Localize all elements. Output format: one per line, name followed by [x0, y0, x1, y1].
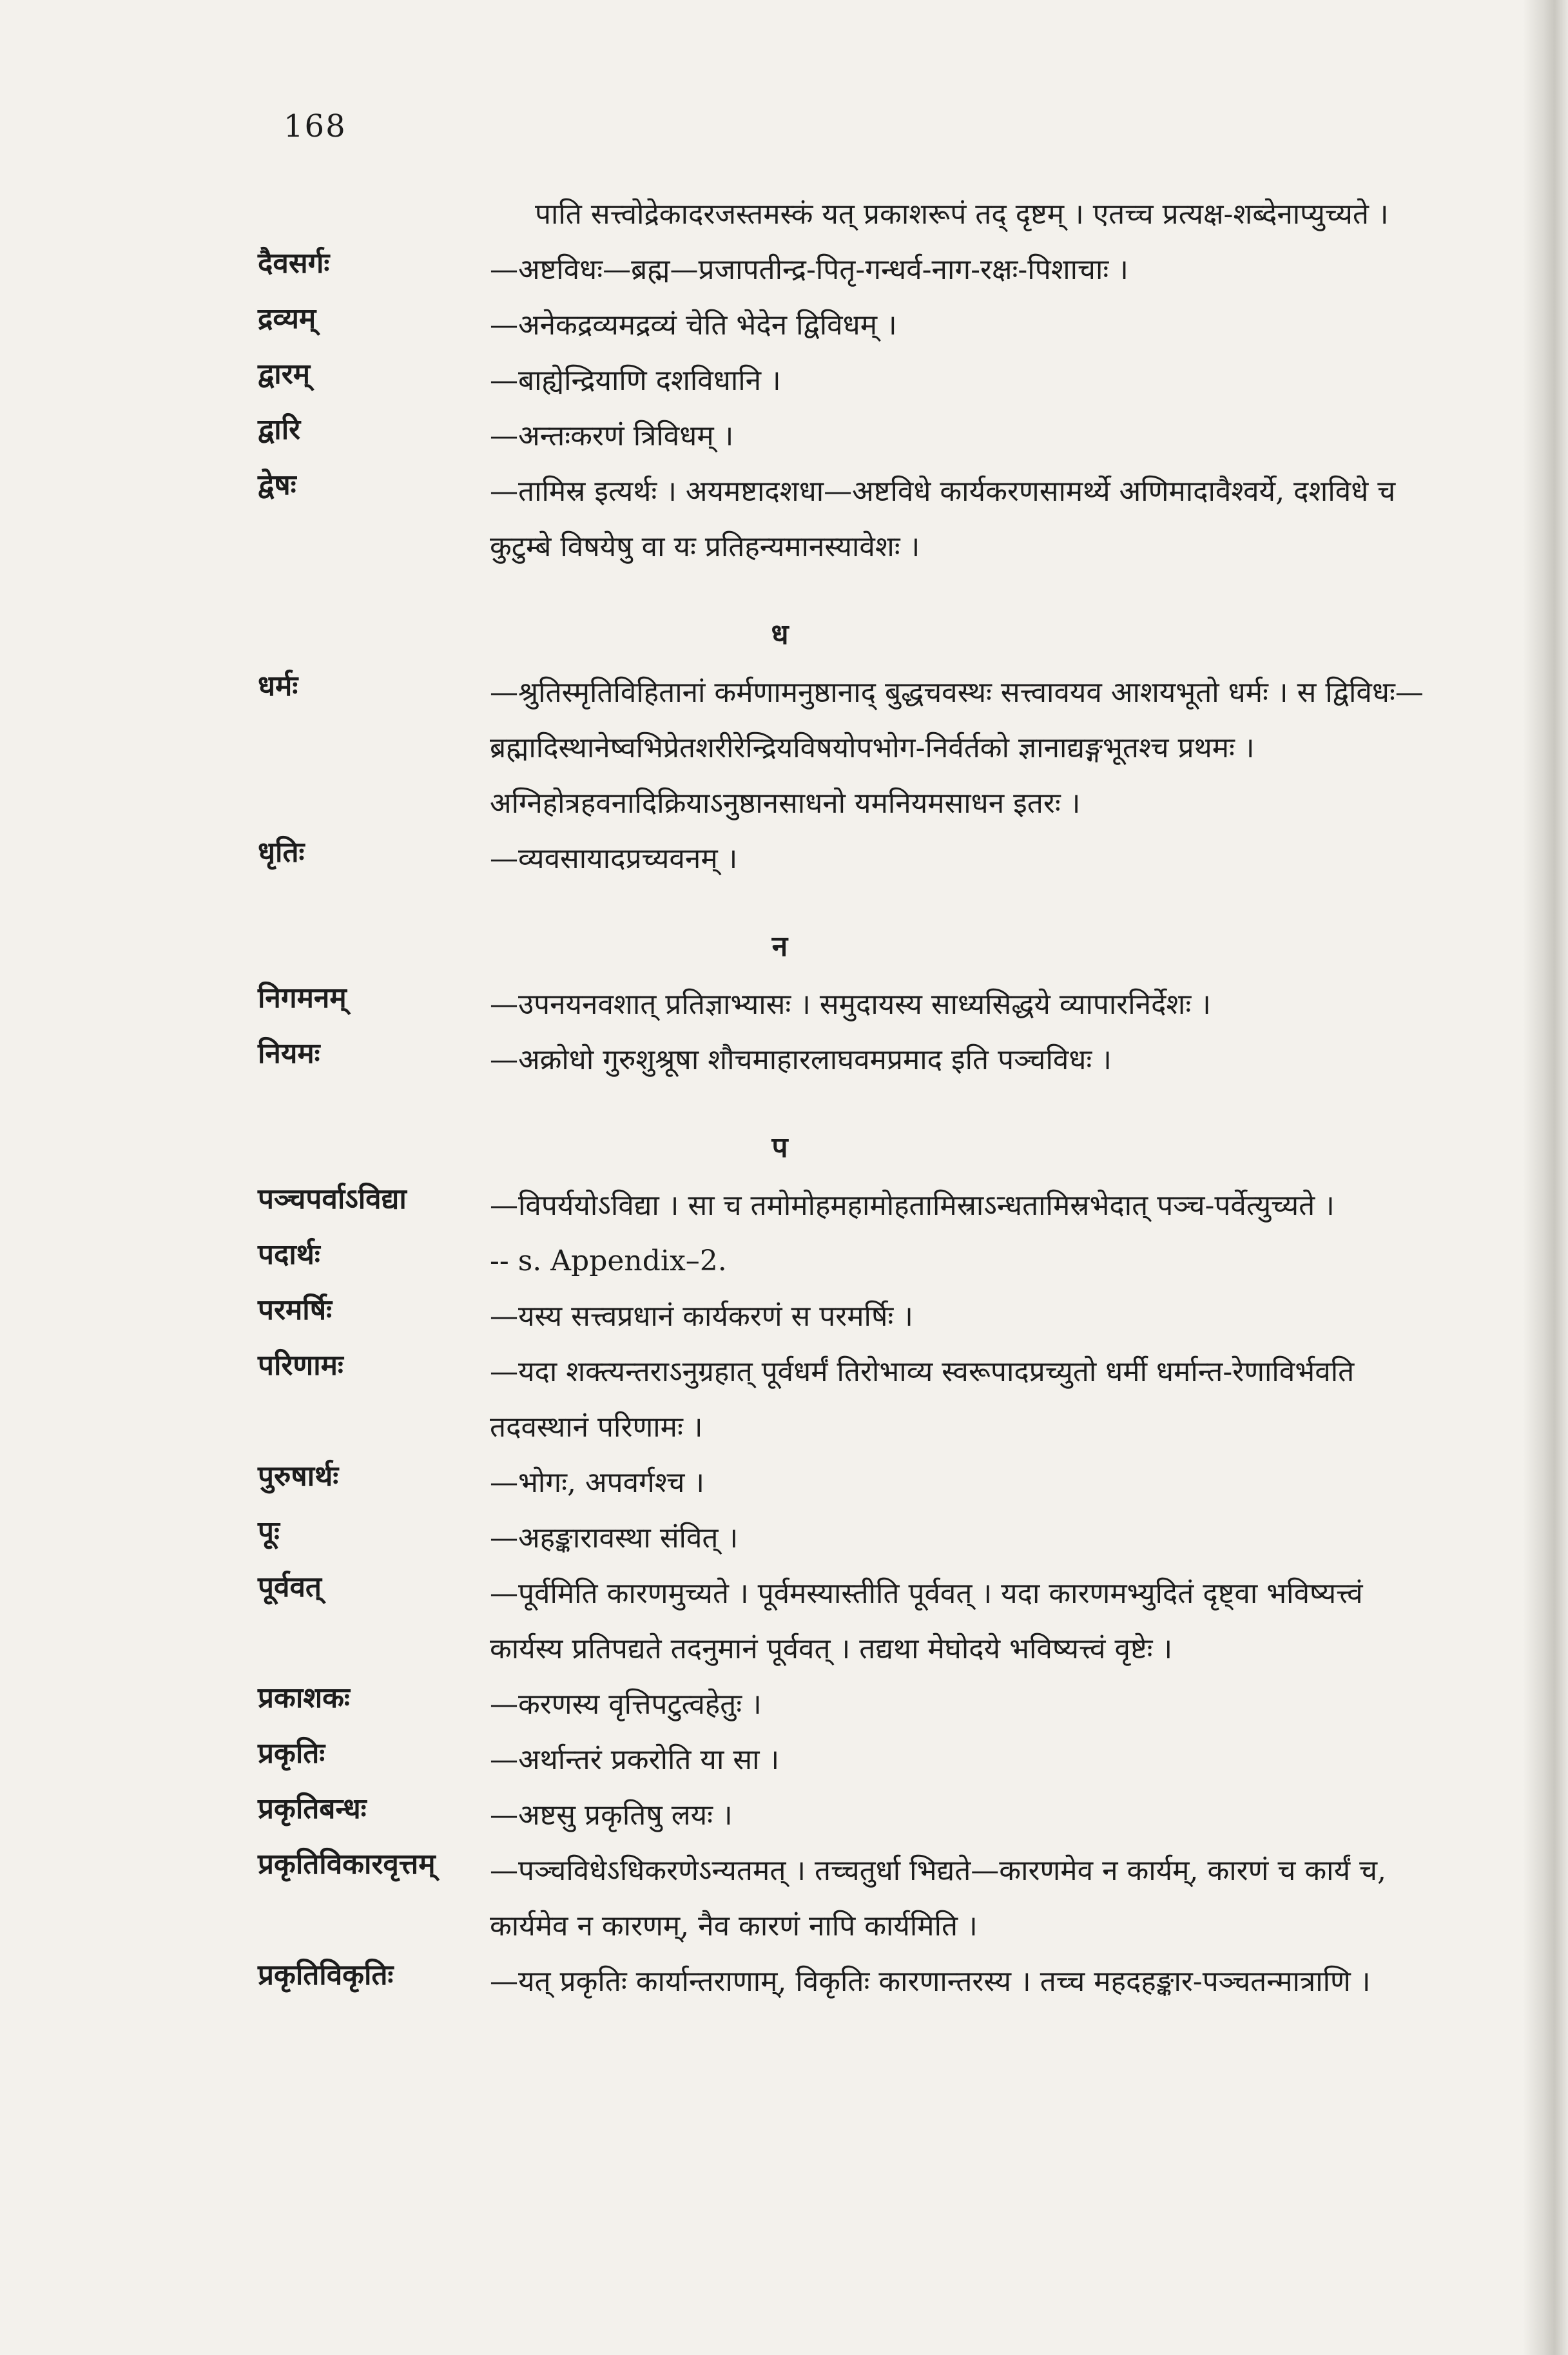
- glossary-entry: [0, 1344, 1482, 1455]
- entry-term: निगमनम्: [258, 982, 347, 1014]
- entry-definition: —तामिस्र इत्यर्थः । अयमष्टादशधा—अष्टविधे कार्यकरणसामर्थ्ये अणिमादावैश्वर्ये, दशविधे च कुटुम्बे विषयेषु वा यः प्रतिहन्यमानस्यावेशः ।: [490, 475, 1396, 563]
- entry-term: दैवसर्गः: [258, 247, 330, 280]
- entry-definition: —अन्तःकरणं त्रिविधम् ।: [490, 420, 734, 452]
- entry-term: नियमः: [258, 1037, 320, 1070]
- entry-definition: —उपनयनवशात् प्रतिज्ञाभ्यासः । समुदायस्य साध्यसिद्धये व्यापारनिर्देशः ।: [490, 988, 1211, 1021]
- glossary-entry: [0, 1677, 1482, 1732]
- glossary-entry: [0, 977, 1482, 1032]
- intro-text: पाति सत्त्वोद्रेकादरजस्तमस्कं यत् प्रकाशरूपं तद् दृष्टम् । एतच्च प्रत्यक्ष-शब्देनाप्युच्यते ।: [535, 198, 1389, 231]
- page-number: 168: [284, 108, 347, 144]
- entry-definition: —अष्टसु प्रकृतिषु लयः ।: [490, 1799, 733, 1832]
- entry-definition: —भोगः, अपवर्गश्च ।: [490, 1466, 705, 1499]
- glossary-entry: [0, 242, 1482, 298]
- entry-definition: —अक्रोधो गुरुशुश्रूषा शौचमाहारलाघवमप्रमाद इति पञ्चविधः ।: [490, 1043, 1112, 1076]
- page-spine-shadow: [1523, 0, 1568, 2355]
- entry-definition: —यदा शक्त्यन्तराऽनुग्रहात् पूर्वधर्मं तिरोभाव्य स्वरूपादप्रच्युतो धर्मी धर्मान्त-रेणाविर्भवति तदवस्थानं परिणामः ।: [490, 1355, 1355, 1444]
- entry-term: द्वारि: [258, 413, 301, 446]
- glossary-entry: [0, 1289, 1482, 1344]
- entry-term: धर्मः: [258, 670, 298, 703]
- glossary-entry: [0, 665, 1482, 831]
- entry-term: प्रकृतिविकृतिः: [258, 1959, 394, 1992]
- entry-term: पुरुषार्थः: [258, 1460, 339, 1493]
- entry-term: प्रकृतिः: [258, 1737, 325, 1770]
- glossary-entry: [0, 298, 1482, 353]
- entry-term: प्रकृतिविकारवृत्तम्: [258, 1848, 436, 1881]
- glossary-entry: [0, 353, 1482, 409]
- section-letter: प: [771, 1131, 788, 1164]
- entry-term: परमर्षिः: [258, 1294, 333, 1326]
- section-letter: ध: [771, 618, 789, 651]
- glossary-entry: [0, 831, 1482, 887]
- glossary-entry: [0, 409, 1482, 464]
- entry-definition: —श्रुतिस्मृतिविहितानां कर्मणामनुष्ठानाद् बुद्धचवस्थः सत्त्वावयव आशयभूतो धर्मः । स द्विविधः—ब्रह्मादिस्थानेष्वभिप्रेतशरीरेन्द्रियविषयोपभोग-निर्वर्तको ज्ञानाद्यङ्गभूतश्च प्रथमः । अग्निहोत्रहवनादिक्रियाऽनुष्ठानसाधनो यमनियमसाधन इतरः ।: [490, 676, 1424, 820]
- section-letter: न: [771, 930, 788, 963]
- entry-definition: —अष्टविधः—ब्रह्म—प्रजापतीन्द्र-पितृ-गन्धर्व-नाग-रक्षः-पिशाचाः ।: [490, 253, 1128, 286]
- glossary-entry: [0, 1732, 1482, 1788]
- entry-definition: —यत् प्रकृतिः कार्यान्तराणाम्, विकृतिः कारणान्तरस्य । तच्च महदहङ्कार-पञ्चतन्मात्राणि ।: [490, 1965, 1371, 1998]
- entry-definition: —अहङ्कारावस्था संवित् ।: [490, 1522, 739, 1555]
- entry-term: प्रकृतिबन्धः: [258, 1792, 367, 1825]
- glossary-entry: [0, 1455, 1482, 1511]
- entry-definition: —अर्थान्तरं प्रकरोति या सा ।: [490, 1743, 780, 1776]
- entry-definition: —पूर्वमिति कारणमुच्यते । पूर्वमस्यास्तीति पूर्ववत् । यदा कारणमभ्युदितं दृष्ट्वा भविष्यत्त्वं कार्यस्य प्रतिपद्यते तदनुमानं पूर्ववत् । तद्यथा मेघोदये भविष्यत्त्वं वृष्टेः ।: [490, 1577, 1363, 1665]
- entry-definition: —अनेकद्रव्यमद्रव्यं चेति भेदेन द्विविधम् ।: [490, 309, 897, 342]
- glossary-entry: [0, 464, 1482, 575]
- entry-definition: —पञ्चविधेऽधिकरणेऽन्यतमत् । तच्चतुर्धा भिद्यते—कारणमेव न कार्यम्, कारणं च कार्यं च, कार्यमेव न कारणम्, नैव कारणं नापि कार्यमिति ।: [490, 1854, 1386, 1943]
- entry-term: पञ्चपर्वाऽविद्या: [258, 1183, 407, 1216]
- glossary-entry: [0, 1511, 1482, 1566]
- glossary-entry: [0, 1566, 1482, 1677]
- glossary-entry: [0, 1954, 1482, 2010]
- glossary-entry: [0, 1032, 1482, 1088]
- entry-definition: —यस्य सत्त्वप्रधानं कार्यकरणं स परमर्षिः ।: [490, 1300, 913, 1333]
- entry-term: द्वेषः: [258, 469, 296, 501]
- glossary-entry: [0, 1788, 1482, 1843]
- entry-term: द्रव्यम्: [258, 302, 316, 335]
- entry-term: धृतिः: [258, 836, 305, 869]
- entry-term: पूः: [258, 1515, 280, 1548]
- glossary-body: [0, 187, 1482, 2010]
- entry-term: पूर्ववत्: [258, 1571, 322, 1604]
- entry-definition: —करणस्य वृत्तिपटुत्वहेतुः ।: [490, 1688, 762, 1721]
- entry-definition: —बाह्येन्द्रियाणि दशविधानि ।: [490, 364, 781, 397]
- entry-term: पदार्थः: [258, 1238, 320, 1271]
- entry-term: प्रकाशकः: [258, 1681, 350, 1714]
- entry-definition: —विपर्ययोऽविद्या । सा च तमोमोहमहामोहतामिस्राऽन्धतामिस्रभेदात् पञ्च-पर्वेत्युच्यते ।: [490, 1189, 1335, 1222]
- entry-term: परिणामः: [258, 1349, 344, 1382]
- entry-definition: —व्यवसायादप्रच्यवनम् ।: [490, 842, 738, 875]
- glossary-entry: [0, 1234, 1482, 1289]
- entry-definition: -- s. Appendix–2.: [490, 1245, 727, 1277]
- glossary-entry: [0, 1843, 1482, 1954]
- glossary-entry: [0, 1178, 1482, 1234]
- intro-continuation: [0, 187, 1482, 242]
- entry-term: द्वारम्: [258, 358, 311, 391]
